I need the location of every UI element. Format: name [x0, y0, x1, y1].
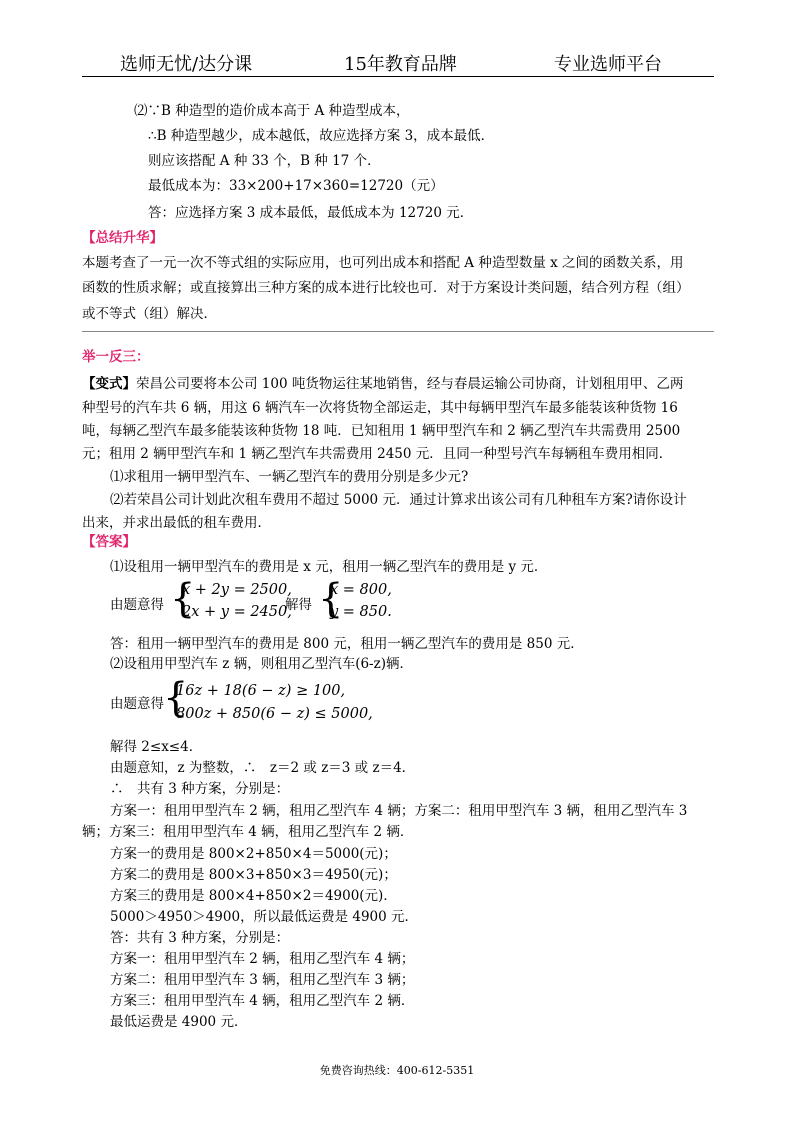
integer-known: 由题意知，z 为整数，∴ z＝2 或 z＝3 或 z＝4． — [110, 760, 416, 776]
summary-line-2: 函数的性质求解；或直接算出三种方案的成本进行比较也可．对于方案设计类问题，结合列方程（组） — [82, 280, 690, 296]
solution-eq1: x = 800, — [330, 582, 392, 598]
final-plan-1: 方案一：租用甲型汽车 2 辆，租用乙型汽车 4 辆； — [110, 951, 415, 967]
system1-brace: { — [170, 576, 196, 622]
plans-line-a: 方案一：租用甲型汽车 2 辆，租用乙型汽车 4 辆；方案二：租用甲型汽车 3 辆，租用乙型汽车 3 — [110, 803, 688, 819]
system1-eq2: 2x + y = 2450, — [182, 604, 292, 620]
solution-eq2: y = 850. — [330, 604, 392, 620]
answer-tag: 【答案】 — [82, 534, 136, 550]
solution-brace: { — [318, 576, 344, 622]
system1-eq1: x + 2y = 2500, — [182, 582, 292, 598]
cost-compare: 5000＞4950＞4900，所以最低运费是 4900 元． — [110, 909, 419, 925]
variant-question-1: ⑴求租用一辆甲型汽车、一辆乙型汽车的费用分别是多少元? — [110, 469, 469, 485]
final-plan-2: 方案二：租用甲型汽车 3 辆，租用乙型汽车 3 辆； — [110, 972, 415, 988]
cost-plan-2: 方案二的费用是 800×3+850×3＝4950(元)； — [110, 867, 397, 883]
cost-plan-3: 方案三的费用是 800×4+850×2＝4900(元)． — [110, 888, 397, 904]
section-title: 举一反三： — [82, 349, 150, 365]
variant-question-2a: ⑵若荣昌公司计划此次租车费用不超过 5000 元．通过计算求出该公司有几种租车方案?请你设计 — [110, 492, 687, 508]
variant-line-2: 种型号的汽车共 6 辆，用这 6 辆汽车一次将货物全部运走，其中每辆甲型汽车最多能装该种货物 16 — [82, 400, 678, 416]
page-footer: 免费咨询热线：400-612-5351 — [319, 1064, 475, 1077]
three-plans: ∴ 共有 3 种方案，分别是： — [110, 781, 290, 797]
answer-1: 答：租用一辆甲型汽车的费用是 800 元，租用一辆乙型汽车的费用是 850 元． — [110, 636, 584, 652]
page-header — [82, 46, 714, 77]
system2-eq2: 800z + 850(6 − z) ≤ 5000, — [176, 706, 373, 722]
variant-line-4: 元；租用 2 辆甲型汽车和 1 辆乙型汽车共需费用 2450 元．且同一种型号汽车每辆租车费用相同． — [82, 446, 673, 462]
system2-eq1: 16z + 18(6 − z) ≥ 100, — [176, 683, 346, 699]
header-brand: 选师无忧/达分课 — [120, 54, 253, 75]
variant-line-1 — [82, 375, 683, 393]
part2-line-4: 最低成本为：33×200+17×360=12720（元） — [148, 178, 444, 194]
divider — [82, 331, 714, 332]
final-intro: 答：共有 3 种方案，分别是： — [110, 930, 290, 946]
solve-2: 解得 2≤x≤4． — [110, 739, 203, 755]
cost-plan-1: 方案一的费用是 800×2+850×4＝5000(元)； — [110, 846, 397, 862]
summary-line-3: 或不等式（组）解决． — [82, 306, 217, 322]
answer-part-1: ⑴设租用一辆甲型汽车的费用是 x 元，租用一辆乙型汽车的费用是 y 元． — [110, 559, 548, 575]
part2-line-2: ∴B 种造型越少，成本越低，故应选择方案 3，成本最低． — [148, 128, 495, 144]
solve-label: 解得 — [285, 597, 312, 613]
summary-line-1: 本题考查了一元一次不等式组的实际应用，也可列出成本和搭配 A 种造型数量 x 之间的函数关系，用 — [82, 255, 684, 271]
summary-tag: 【总结升华】 — [82, 230, 163, 246]
by-problem-label: 由题意得 — [110, 597, 164, 613]
part2-line-3: 则应该搭配 A 种 33 个，B 种 17 个． — [148, 153, 381, 169]
variant-text-1: 荣昌公司要将本公司 100 吨货物运往某地销售，经与春晨运输公司协商，计划租用甲、乙两 — [136, 376, 684, 392]
final-plan-3: 方案三：租用甲型汽车 4 辆，租用乙型汽车 2 辆． — [110, 993, 415, 1009]
header-platform: 专业选师平台 — [554, 54, 662, 75]
variant-line-3: 吨，每辆乙型汽车最多能装该种货物 18 吨．已知租用 1 辆甲型汽车和 2 辆乙型汽车共需费用 2500 — [82, 423, 681, 439]
final-cost: 最低运费是 4900 元． — [110, 1014, 248, 1030]
variant-tag: 【变式】 — [82, 376, 136, 392]
part2-line-5: 答：应选择方案 3 成本最低，最低成本为 12720 元． — [148, 205, 474, 221]
plans-line-b: 辆；方案三：租用甲型汽车 4 辆，租用乙型汽车 2 辆． — [82, 824, 414, 840]
part2-line-1: ⑵∵B 种造型的造价成本高于 A 种造型成本， — [134, 103, 410, 119]
by-problem-label-2: 由题意得 — [110, 696, 164, 712]
header-slogan: 15年教育品牌 — [344, 54, 457, 75]
system2-brace: { — [163, 675, 189, 721]
answer-part-2: ⑵设租用甲型汽车 z 辆，则租用乙型汽车(6-z)辆． — [110, 656, 413, 672]
variant-question-2b: 出来，并求出最低的租车费用． — [82, 515, 271, 531]
